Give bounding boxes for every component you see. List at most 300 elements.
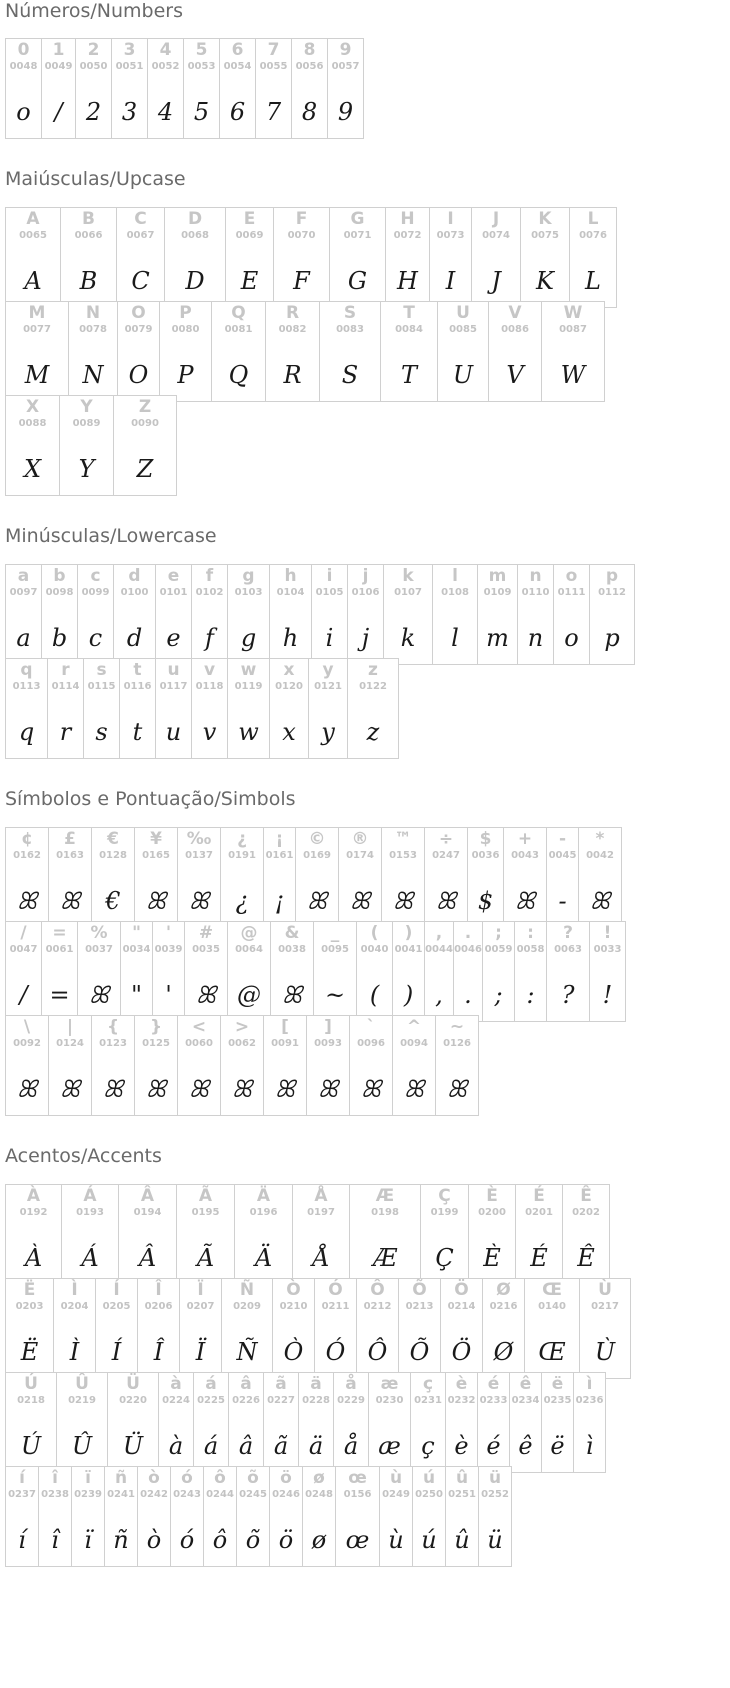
- glyph-preview: À: [24, 1244, 43, 1272]
- character-label: Â: [140, 1186, 155, 1206]
- glyph-cell: [520, 207, 570, 308]
- glyph-cell: [191, 658, 228, 759]
- glyph-cell: [398, 1278, 441, 1379]
- character-label: #: [198, 923, 214, 943]
- character-label: 5: [195, 40, 208, 60]
- glyph-cell: [327, 38, 364, 139]
- character-label: A: [26, 209, 40, 229]
- glyph-preview: ø: [311, 1526, 327, 1554]
- glyph-row: [5, 921, 625, 1022]
- glyph-preview: a: [16, 624, 31, 652]
- glyph-preview: .: [464, 981, 472, 1009]
- glyph-cell: [263, 1372, 299, 1473]
- character-label: c: [90, 566, 101, 586]
- glyph-cell: [478, 1466, 512, 1567]
- character-label: 7: [267, 40, 280, 60]
- character-label: ™: [394, 829, 412, 849]
- glyph-preview: t: [132, 718, 143, 746]
- glyph-preview: ò: [146, 1526, 162, 1554]
- character-label: €: [107, 829, 119, 849]
- character-label: O: [131, 303, 146, 323]
- character-code: 0109: [483, 587, 512, 598]
- glyph-cell: [347, 564, 384, 665]
- character-label: Ì: [71, 1280, 78, 1300]
- character-label: y: [322, 660, 334, 680]
- character-label: 3: [123, 40, 136, 60]
- glyph-cell: [227, 564, 270, 665]
- character-code: 0033: [593, 944, 622, 955]
- glyph-cell: [113, 564, 156, 665]
- character-label: q: [20, 660, 33, 680]
- character-code: 0082: [278, 324, 307, 335]
- glyph-preview: ꕤ: [436, 887, 456, 915]
- glyph-cell: [118, 1184, 177, 1285]
- glyph-cell: [347, 658, 399, 759]
- character-label: S: [343, 303, 357, 323]
- glyph-cell: [221, 1278, 273, 1379]
- character-label: \: [23, 1017, 31, 1037]
- character-code: 0202: [572, 1207, 600, 1218]
- character-code: 0077: [23, 324, 51, 335]
- glyph-preview: /: [19, 981, 28, 1009]
- character-code: 0057: [331, 61, 360, 72]
- glyph-preview: ç: [421, 1432, 435, 1460]
- glyph-cell: [514, 921, 547, 1022]
- character-code: 0203: [15, 1301, 44, 1312]
- character-label: 9: [339, 40, 352, 60]
- character-label: =: [52, 923, 67, 943]
- glyph-cell: [335, 1466, 380, 1567]
- glyph-preview: V: [506, 361, 524, 389]
- character-code: 0086: [501, 324, 529, 335]
- character-label: ¡: [275, 829, 284, 849]
- character-code: 0197: [307, 1207, 335, 1218]
- character-label: Ò: [286, 1280, 301, 1300]
- glyph-cell: [509, 1372, 542, 1473]
- glyph-cell: [5, 564, 42, 665]
- glyph-cell: [477, 1372, 510, 1473]
- glyph-preview: 3: [121, 98, 138, 126]
- character-label: |: [66, 1017, 74, 1037]
- glyph-preview: Ï: [195, 1338, 206, 1366]
- character-code: 0107: [394, 587, 422, 598]
- character-label: ï: [85, 1468, 91, 1488]
- character-label: J: [492, 209, 500, 229]
- glyph-preview: 8: [301, 98, 318, 126]
- character-label: Æ: [375, 1186, 395, 1206]
- character-label: U: [456, 303, 470, 323]
- character-label: î: [52, 1468, 58, 1488]
- character-label: L: [587, 209, 599, 229]
- glyph-preview: È: [483, 1244, 501, 1272]
- character-code: 0113: [12, 681, 41, 692]
- glyph-preview: ꕤ: [103, 1075, 123, 1103]
- glyph-preview: r: [59, 718, 72, 746]
- glyph-preview: æ: [378, 1432, 401, 1460]
- glyph-cell: [91, 1015, 135, 1116]
- character-label: >: [234, 1017, 250, 1037]
- glyph-cell: [440, 1278, 483, 1379]
- glyph-preview: 6: [229, 98, 246, 126]
- glyph-cell: [269, 658, 309, 759]
- glyph-cell: [541, 301, 605, 402]
- glyph-preview: Ñ: [236, 1338, 258, 1366]
- character-label: C: [134, 209, 147, 229]
- character-code: 0100: [120, 587, 149, 598]
- character-label: %: [90, 923, 108, 943]
- glyph-cell: [482, 921, 515, 1022]
- glyph-cell: [116, 207, 165, 308]
- character-label: ;: [495, 923, 502, 943]
- character-code: 0070: [287, 230, 316, 241]
- character-label: £: [64, 829, 76, 849]
- glyph-cell: [424, 827, 468, 928]
- glyph-preview: ꕤ: [60, 1075, 80, 1103]
- character-code: 0035: [192, 944, 220, 955]
- character-label: _: [330, 923, 340, 943]
- glyph-preview: î: [51, 1526, 59, 1554]
- character-code: 0054: [223, 61, 252, 72]
- glyph-preview: p: [604, 624, 620, 652]
- glyph-preview: ¿: [235, 887, 249, 915]
- character-label: V: [508, 303, 522, 323]
- character-label: D: [187, 209, 203, 229]
- glyph-preview: x: [282, 718, 296, 746]
- character-code: 0052: [151, 61, 180, 72]
- glyph-preview: Í: [111, 1338, 122, 1366]
- glyph-preview: í: [18, 1526, 26, 1554]
- character-code: 0112: [598, 587, 626, 598]
- glyph-preview: Ë: [20, 1338, 39, 1366]
- character-code: 0244: [206, 1489, 234, 1500]
- character-label: Í: [113, 1280, 120, 1300]
- character-code: 0121: [314, 681, 342, 692]
- character-label: Ó: [328, 1280, 343, 1300]
- character-code: 0105: [315, 587, 344, 598]
- character-code: 0062: [228, 1038, 256, 1049]
- glyph-cell: [53, 1278, 96, 1379]
- glyph-cell: [349, 1015, 393, 1116]
- glyph-cell: [392, 1015, 436, 1116]
- character-label: I: [447, 209, 454, 229]
- glyph-preview: L: [585, 267, 601, 295]
- character-label: ë: [551, 1374, 564, 1394]
- glyph-cell: [292, 1184, 350, 1285]
- character-code: 0225: [197, 1395, 225, 1406]
- glyph-cell: [134, 827, 178, 928]
- glyph-preview: Æ: [372, 1244, 398, 1272]
- glyph-preview: ì: [585, 1432, 594, 1460]
- character-code: 0044: [425, 944, 453, 955]
- character-code: 0169: [303, 850, 331, 861]
- glyph-preview: ~: [324, 981, 346, 1009]
- glyph-preview: ô: [212, 1526, 228, 1554]
- glyph-cell: [429, 207, 472, 308]
- character-code: 0194: [133, 1207, 162, 1218]
- glyph-cell: [38, 1466, 72, 1567]
- character-label: ‰: [186, 829, 212, 849]
- character-label: Ö: [454, 1280, 469, 1300]
- character-label: ô: [214, 1468, 226, 1488]
- glyph-preview: ꕤ: [189, 887, 209, 915]
- character-code: 0243: [173, 1489, 201, 1500]
- glyph-preview: ): [403, 981, 414, 1009]
- character-code: 0108: [441, 587, 469, 598]
- character-label: 0: [17, 40, 30, 60]
- glyph-preview: f: [205, 624, 214, 652]
- glyph-preview: Î: [153, 1338, 164, 1366]
- glyph-preview: 4: [157, 98, 174, 126]
- character-label: :: [527, 923, 534, 943]
- character-code: 0115: [87, 681, 116, 692]
- glyph-cell: [524, 1278, 580, 1379]
- glyph-cell: [59, 395, 114, 496]
- character-label: É: [533, 1186, 545, 1206]
- character-label: g: [242, 566, 255, 586]
- glyph-cell: [227, 658, 270, 759]
- character-code: 0071: [343, 230, 372, 241]
- glyph-preview: Y: [78, 455, 95, 483]
- glyph-cell: [47, 658, 84, 759]
- glyph-cell: [120, 921, 153, 1022]
- glyph-preview: ꕤ: [282, 981, 302, 1009]
- character-label: w: [240, 660, 257, 680]
- character-code: 0060: [185, 1038, 213, 1049]
- character-label: z: [368, 660, 378, 680]
- character-code: 0231: [414, 1395, 442, 1406]
- glyph-cell: [589, 564, 635, 665]
- glyph-preview: (: [369, 981, 380, 1009]
- character-label: R: [285, 303, 300, 323]
- character-label: ñ: [114, 1468, 128, 1488]
- glyph-cell: [579, 1278, 631, 1379]
- glyph-preview: B: [79, 267, 98, 295]
- glyph-preview: ꕤ: [17, 1075, 37, 1103]
- glyph-row: [5, 658, 398, 759]
- glyph-cell: [573, 1372, 606, 1473]
- character-code: 0056: [295, 61, 324, 72]
- character-label: â: [240, 1374, 252, 1394]
- glyph-cell: [137, 1466, 171, 1567]
- character-code: 0103: [234, 587, 263, 598]
- glyph-preview: Ó: [325, 1338, 346, 1366]
- glyph-cell: [553, 564, 590, 665]
- glyph-preview: Ã: [196, 1244, 215, 1272]
- glyph-cell: [356, 1278, 399, 1379]
- glyph-preview: ꕤ: [350, 887, 370, 915]
- character-code: 0174: [346, 850, 374, 861]
- character-label: À: [26, 1186, 41, 1206]
- character-label: k: [402, 566, 414, 586]
- glyph-cell: [119, 658, 156, 759]
- character-label: æ: [380, 1374, 399, 1394]
- character-code: 0195: [191, 1207, 220, 1218]
- character-code: 0110: [521, 587, 550, 598]
- character-label: e: [167, 566, 180, 586]
- glyph-preview: s: [95, 718, 108, 746]
- glyph-cell: [569, 207, 617, 308]
- glyph-cell: [5, 921, 42, 1022]
- character-label: !: [603, 923, 612, 943]
- character-code: 0063: [554, 944, 582, 955]
- character-label: F: [295, 209, 308, 229]
- glyph-preview: 5: [193, 98, 210, 126]
- character-code: 0045: [548, 850, 577, 861]
- character-label: b: [53, 566, 66, 586]
- character-label: Ç: [438, 1186, 451, 1206]
- glyph-preview: I: [445, 267, 456, 295]
- character-code: 0229: [337, 1395, 365, 1406]
- glyph-preview: ü: [487, 1526, 503, 1554]
- glyph-cell: [227, 921, 271, 1022]
- glyph-cell: [265, 301, 320, 402]
- character-label: Ø: [496, 1280, 511, 1300]
- glyph-cell: [107, 1372, 159, 1473]
- glyph-cell: [333, 1372, 369, 1473]
- glyph-preview: R: [283, 361, 302, 389]
- character-label: Ë: [23, 1280, 36, 1300]
- character-code: 0163: [56, 850, 84, 861]
- glyph-cell: [488, 301, 542, 402]
- glyph-preview: à: [168, 1432, 184, 1460]
- glyph-cell: [270, 921, 314, 1022]
- character-code: 0098: [45, 587, 74, 598]
- glyph-cell: [308, 658, 348, 759]
- glyph-preview: ë: [550, 1432, 565, 1460]
- character-code: 0073: [436, 230, 465, 241]
- character-code: 0114: [51, 681, 80, 692]
- glyph-cell: [170, 1466, 204, 1567]
- character-label: a: [17, 566, 30, 586]
- character-label: è: [455, 1374, 468, 1394]
- glyph-cell: [381, 827, 425, 928]
- character-label: }: [149, 1017, 163, 1037]
- character-label: `: [366, 1017, 376, 1037]
- character-label: {: [106, 1017, 120, 1037]
- character-code: 0117: [159, 681, 188, 692]
- character-label: f: [205, 566, 214, 586]
- glyph-preview: ä: [308, 1432, 324, 1460]
- glyph-cell: [435, 1015, 479, 1116]
- character-code: 0104: [276, 587, 305, 598]
- character-label: (: [370, 923, 379, 943]
- glyph-cell: [368, 1372, 411, 1473]
- character-code: 0191: [228, 850, 256, 861]
- glyph-preview: O: [128, 361, 149, 389]
- glyph-cell: [5, 1372, 57, 1473]
- character-code: 0248: [305, 1489, 333, 1500]
- glyph-preview: ó: [179, 1526, 195, 1554]
- glyph-preview: Ì: [69, 1338, 80, 1366]
- glyph-preview: É: [530, 1244, 548, 1272]
- character-code: 0205: [102, 1301, 131, 1312]
- character-label: 6: [231, 40, 244, 60]
- glyph-preview: Q: [228, 361, 249, 389]
- glyph-row: [5, 395, 176, 496]
- glyph-preview: ꕤ: [60, 887, 80, 915]
- section-title: Números/Numbers: [5, 0, 183, 22]
- glyph-cell: [302, 1466, 336, 1567]
- glyph-cell: [329, 207, 386, 308]
- glyph-cell: [60, 207, 117, 308]
- glyph-row: [5, 207, 616, 308]
- character-code: 0055: [259, 61, 288, 72]
- glyph-preview: F: [293, 267, 310, 295]
- character-code: 0161: [265, 850, 294, 861]
- character-code: 0199: [430, 1207, 459, 1218]
- character-label: Á: [83, 1186, 97, 1206]
- glyph-cell: [349, 1184, 421, 1285]
- character-label: m: [488, 566, 507, 586]
- glyph-cell: [91, 827, 135, 928]
- character-code: 0204: [60, 1301, 89, 1312]
- glyph-cell: [482, 1278, 525, 1379]
- character-label: Å: [314, 1186, 328, 1206]
- character-code: 0249: [382, 1489, 410, 1500]
- character-code: 0088: [18, 418, 47, 429]
- character-label: ø: [313, 1468, 325, 1488]
- character-code: 0039: [154, 944, 183, 955]
- glyph-preview: $: [477, 887, 494, 915]
- character-label: Ù: [598, 1280, 612, 1300]
- glyph-cell: [5, 827, 49, 928]
- character-code: 0216: [489, 1301, 518, 1312]
- character-label: é: [487, 1374, 500, 1394]
- character-label: v: [203, 660, 216, 680]
- character-code: 0120: [275, 681, 303, 692]
- glyph-preview: ꕤ: [361, 1075, 381, 1103]
- glyph-cell: [578, 827, 622, 928]
- character-code: 0162: [13, 850, 41, 861]
- character-code: 0210: [279, 1301, 308, 1312]
- glyph-cell: [220, 1015, 264, 1116]
- glyph-cell: [255, 38, 292, 139]
- glyph-preview: ꕤ: [89, 981, 109, 1009]
- glyph-cell: [134, 1015, 178, 1116]
- glyph-preview: Ü: [122, 1432, 144, 1460]
- character-code: 0192: [19, 1207, 48, 1218]
- character-code: 0089: [72, 418, 101, 429]
- character-label: *: [595, 829, 605, 849]
- glyph-preview: ꕤ: [146, 887, 166, 915]
- character-label: &: [284, 923, 300, 943]
- character-code: 0247: [432, 850, 460, 861]
- glyph-row: [5, 564, 634, 665]
- glyph-preview: Á: [81, 1244, 99, 1272]
- glyph-cell: [113, 395, 177, 496]
- character-label: /: [20, 923, 27, 943]
- glyph-cell: [546, 827, 579, 928]
- glyph-preview: d: [126, 624, 143, 652]
- character-code: 0118: [195, 681, 224, 692]
- glyph-cell: [432, 564, 478, 665]
- character-code: 0196: [249, 1207, 278, 1218]
- character-code: 0038: [278, 944, 306, 955]
- character-code: 0043: [511, 850, 539, 861]
- character-code: 0059: [484, 944, 513, 955]
- glyph-preview: :: [526, 981, 535, 1009]
- glyph-cell: [177, 827, 221, 928]
- glyph-preview: ꕤ: [275, 1075, 295, 1103]
- character-code: 0165: [142, 850, 170, 861]
- character-code: 0069: [235, 230, 264, 241]
- character-code: 0193: [76, 1207, 104, 1218]
- glyph-cell: [295, 827, 339, 928]
- character-label: ®: [351, 829, 369, 849]
- character-code: 0201: [525, 1207, 553, 1218]
- glyph-preview: N: [82, 361, 104, 389]
- character-code: 0068: [181, 230, 209, 241]
